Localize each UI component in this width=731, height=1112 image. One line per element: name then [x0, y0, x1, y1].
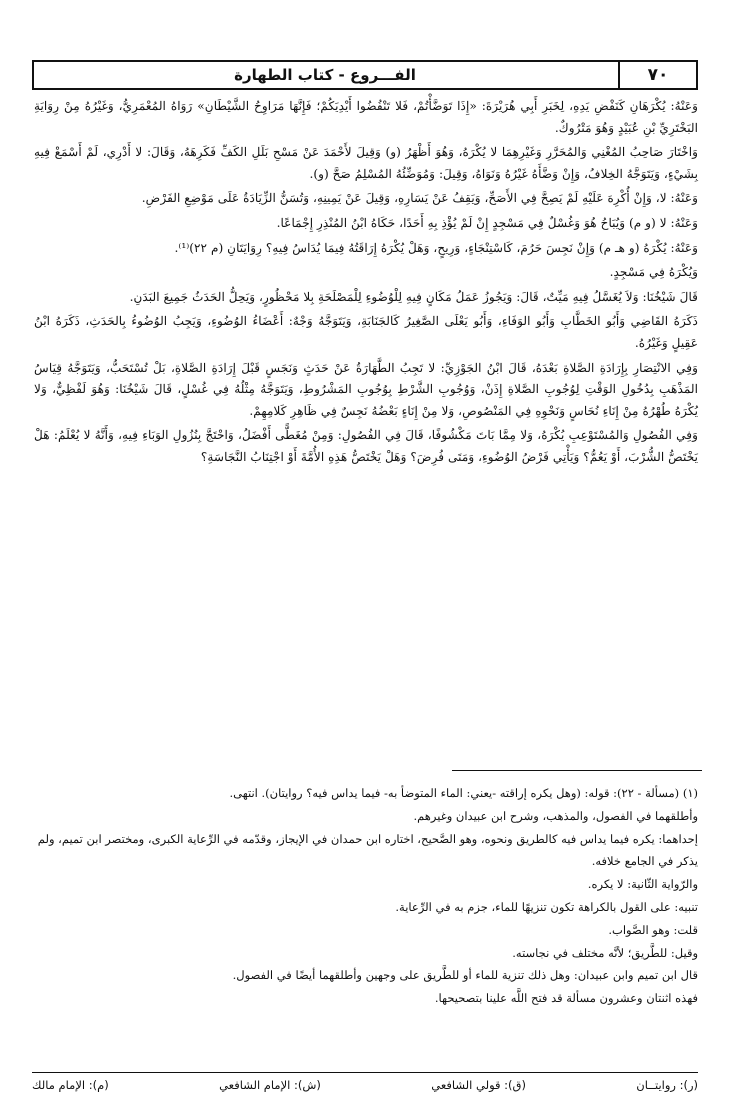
- legend-item: (ق): قولي الشافعي: [431, 1078, 526, 1092]
- footnote-line: قلت: وهو الصَّواب.: [608, 922, 698, 937]
- paragraph: وَفِي الفُصُولِ وَالمُسْتَوْعِبِ يُكْرَهُ، وَلا مِمَّا بَاتَ مَكْشُوفًا، قَالَ فِي الفُصُولِ: وَمِنْ مُغَطًّى أَفْضَلُ، وَاحْتَجَّ بِنُزُولِ الوَبَاءِ فِيهِ، وَأَنَّهُ لا يُعْلَمُ: هَلْ يَخْتَصُّ الشُّرْبَ، أَوْ يَعُمُّ؟ وَيَأْتِي فَرْضُ الوُضُوءِ، وَمَتَى فُرِضَ؟ وَهَلْ يَخْتَصُّ هَذِهِ الأُمَّةَ أَوْ اجْتِنَابُ النَّجَاسَةِ؟: [34, 428, 698, 464]
- footnote-line: تنبيه: على القول بالكراهة تكون تنزيهًا للماء، جزم به في الرِّعاية.: [395, 899, 698, 914]
- legend-separator: [32, 1072, 698, 1073]
- abbreviation-legend: [32, 1078, 698, 1092]
- running-title: الفـــروع - كتاب الطهارة: [234, 66, 416, 84]
- paragraph: قَالَ شَيْخُنَا: وَلاَ يُغَسَّلُ فِيهِ مَيِّتٌ، قَالَ: وَيَجُوزُ عَمَلُ مَكَانٍ فِيهِ لِلْوُضُوءِ لِلْمَصْلَحَةِ بِلا مَحْظُورٍ، وَيَحِلُّ الحَدَثُ جَمِيعَ البَدَنِ.: [129, 289, 698, 304]
- footnote-line: (١) (مسألة - ٢٢): قوله: (وهل يكره إراقته -يعني: الماء المتوضأ به- فيما يداس فيه؟ روايتان). انتهى.: [229, 786, 698, 800]
- main-text: [34, 96, 698, 472]
- footnote-line: وأطلقهما في الفصول، والمذهب، وشرح ابن عبيدان وغيرهم.: [413, 808, 698, 823]
- paragraph: ذَكَرَهُ القَاضِي وَأَبُو الخَطَّابِ وَأَبُو الوَفَاءِ، وَأَبُو يَعْلَى الصَّغِيرُ كَالجَنَابَةِ، وَيَتَوَجَّهُ وَجْهٌ: أَعْضَاءُ الوُضُوءِ، وَيَجِبُ الوُضُوءُ بِالحَدَثِ، ذَكَرَهُ ابْنُ عَقِيلٍ وَغَيْرُهُ.: [34, 314, 698, 350]
- paragraph: وَفِي الانْتِصَارِ بِإِرَادَةِ الصَّلاةِ بَعْدَهُ، قَالَ ابْنُ الجَوْزِيِّ: لا تَجِبُ الطَّهَارَةُ عَنْ حَدَثٍ وَنَجَسٍ قَبْلَ إِرَادَةِ الصَّلاةِ، بَلْ تُسْتَحَبُّ، وَيَتَوَجَّهُ قِيَاسُ المَذْهَبِ بِدُخُولِ الوَقْتِ لِوُجُوبِ الصَّلاةِ إِذَنْ، وَوُجُوبِ الشَّرْطِ بِوُجُوبِ المَشْرُوطِ، وَيَتَوَجَّهُ مِثْلُهُ فِي غُسْلٍ، قَالَ شَيْخُنَا: وَهُوَ لَفْظِيٌّ، وَلا يُكْرَهُ طُهْرُهُ مِنْ إِنَاءِ نُحَاسٍ وَنَحْوِهِ فِي المَنْصُوصِ، وَلا مِنْ إِنَاءٍ بَعْضُهُ نَجِسٌ فِي ظَاهِرِ كَلامِهِمْ.: [34, 360, 698, 418]
- paragraph: وَاخْتَارَ صَاحِبُ المُغْنِي وَالمُحَرَّرِ وَغَيْرِهِمَا لا يُكْرَهُ، وَهُوَ أَظْهَرُ (و) وَقِيلَ لأَحْمَدَ عَنْ مَسْحِ بَلَلِ الكَفِّ فَكَرِهَهُ، وَقَالَ: لا أَدْرِي، لَمْ أَسْمَعْ فِيهِ بِشَيْءٍ، وَيَتَوَجَّهُ الخِلافُ، وَإِنْ وَضَّأَهُ غَيْرُهُ وَنَوَاهُ، وَقِيلَ: وَمُوَضِّئُهُ المُسْلِمُ صَحَّ (و).: [34, 145, 698, 181]
- page-header: [32, 60, 698, 90]
- footnote-line: والرّواية الثّانية: لا يكره.: [587, 877, 698, 892]
- paragraph: وَيُكْرَهُ فِي مَسْجِدٍ.: [609, 265, 698, 280]
- legend-item: (ر): روايتــان: [636, 1078, 698, 1092]
- footnote-line: وقيل: للطَّريق؛ لأنَّه مختلف في نجاسته.: [512, 945, 698, 960]
- footnote-line: قال ابن تميم وابن عبيدان: وهل ذلك تنزية للماء أو للطَّريق على وجهين وأطلقهما أيضًا في الفصول.: [232, 968, 698, 983]
- footnote-line: إحداهما: يكره فيما يداس فيه كالطريق ونحوه، وهو الصَّحيح، اختاره ابن حمدان في الإيجاز، وقدّمه في الرِّعاية الكبرى، ومختصر ابن تميم، ولم يذكر في الجامع خلافه.: [37, 831, 698, 869]
- footnote-line: فهذه اثنتان وعشرون مسألة قد فتح اللَّه علينا بتصحيحها.: [434, 991, 698, 1006]
- page-number: ٧٠: [647, 65, 669, 85]
- legend-item: (م): الإمام مالك: [32, 1078, 109, 1092]
- footnotes: [34, 782, 698, 1010]
- paragraph: وَعَنْهُ: يُكْرَهُ (و هـ م) وَإِنْ نَجِسَ حَرُمَ، كَاسْتِنْجَاءٍ، وَرِيحٍ، وَهَلْ يُكْرَهُ إِرَاقَتُهُ فِيمَا يُدَاسُ فِيهِ؟ رِوَايَتَانِ (م ٢٢)⁽¹⁾.: [174, 240, 698, 255]
- paragraph: وَعَنْهُ: لا (و م) وَيُبَاحُ هُوَ وَغُسْلٌ فِي مَسْجِدٍ إِنْ لَمْ يُؤْذِ بِهِ أَحَدًا، حَكَاهُ ابْنُ المُنْذِرِ إِجْمَاعًا.: [276, 215, 698, 230]
- paragraph: وَعَنْهُ: يُكْرَهَانِ كَنَفْضِ يَدِهِ، لِخَبَرِ أَبِي هُرَيْرَةَ: «إِذَا تَوَضَّأْتُمْ، فَلا تَنْفُضُوا أَيْدِيَكُمْ؛ فَإِنَّهَا مَرَاوِحُ الشَّيْطَانِ» رَوَاهُ المُعْمَرِيُّ، وَغَيْرُهُ مِنْ رِوَايَةِ البَخْتَرِيِّ بْنِ عُبَيْدٍ وَهُوَ مَتْرُوكٌ.: [34, 99, 698, 135]
- paragraph: وَعَنْهُ: لا، وَإِنْ أُكْرِهَ عَلَيْهِ لَمْ يَصِحَّ فِي الأَصَحِّ، وَيَقِفُ عَنْ يَسَارِهِ، وَقِيلَ عَنْ يَمِينِهِ، وَتُسَنُّ الزِّيَادَةُ عَلَى مَوْضِعِ الفَرْضِ.: [141, 191, 698, 206]
- legend-item: (ش): الإمام الشافعي: [219, 1078, 321, 1092]
- footnote-separator: [452, 770, 702, 771]
- book-page: [32, 60, 702, 1100]
